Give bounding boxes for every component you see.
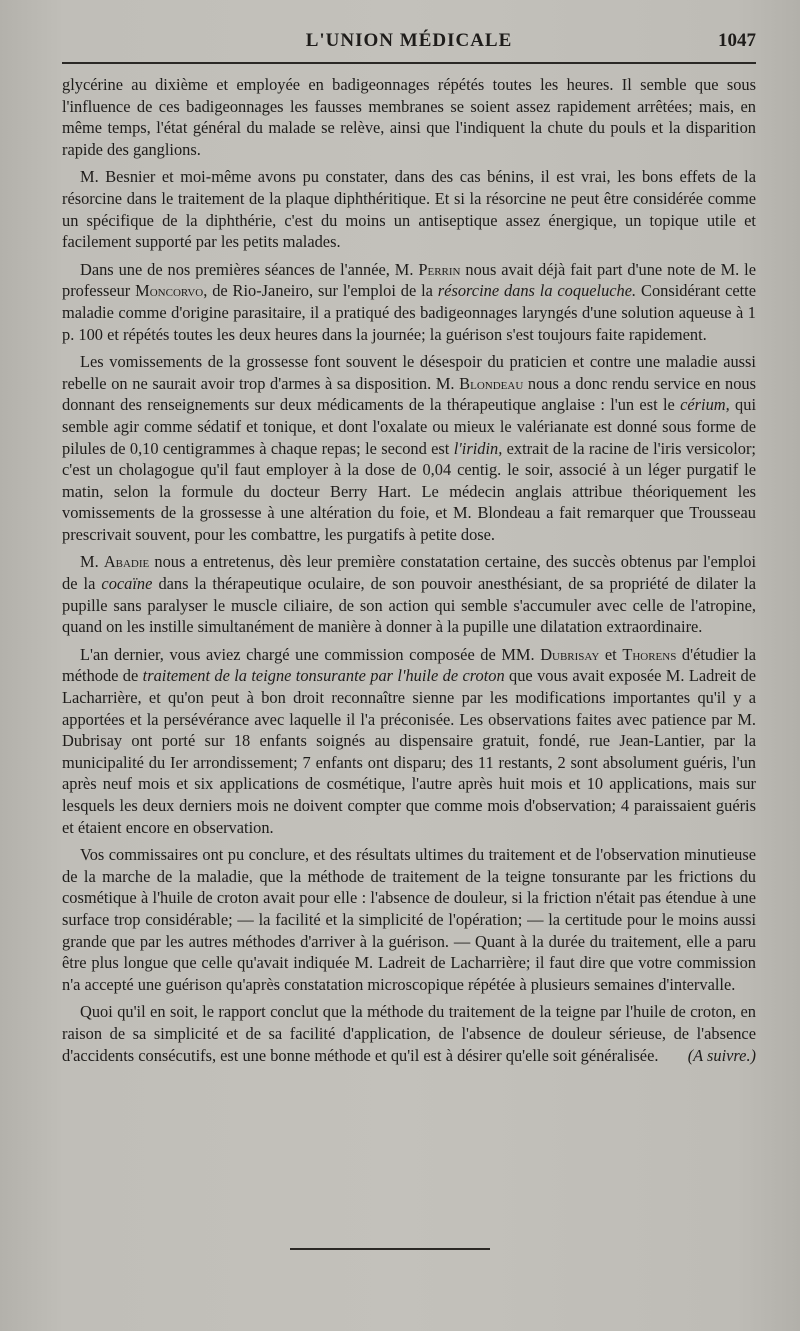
paragraph-text: Vos commissaires ont pu conclure, et des résultats ultimes du traitement et de l'observation minutieuse de la marche de la maladie, que la méthode de traitement de la teigne tonsurante par les frictions du cosmétique à l'huile de croton avait pour elle : l'absence de douleur, si la friction n'était pas étendue à une surface trop considérable; — la facilité et la simplicité de l'opération; — la certitude pour le moins aussi grande que par les autres méthodes d'arriver à la guérison. — Quant à la durée du traitement, elle a paru être plus longue que celle qu'avait indiquée M. Ladreit de Lacharrière; il faut dire que votre commission n'a accepté une guérison qu'après constatation microscopique répétée à plusieurs semaines d'intervalle.	[62, 845, 756, 994]
paragraph	[62, 644, 756, 838]
paragraph	[62, 74, 756, 160]
paragraph	[62, 1001, 756, 1066]
author-name: Thorens	[622, 644, 677, 664]
paragraph-text: Quoi qu'il en soit, le rapport conclut que la méthode du traitement de la teigne par l'huile de croton, en raison de sa simplicité et de sa facilité d'application, de l'absence de douleur sérieuse, de l'absence d'accidents consécutifs, est une bonne méthode et qu'il est à désirer qu'elle soit généralisée.	[62, 1002, 756, 1065]
end-rule	[290, 1248, 490, 1250]
italic-phrase: traitement de la teigne tonsurante par l'huile de croton	[142, 666, 505, 686]
paragraph	[62, 166, 756, 252]
author-name: Perrin	[418, 259, 461, 279]
text-run: Dans une de nos premières séances de l'année, M.	[80, 259, 419, 279]
author-name: Dubrisay	[540, 644, 600, 664]
text-run: nous a entretenus, dès leur première constatation certaine, des succès obtenus par l'emploi de la	[62, 552, 756, 594]
italic-phrase: cérium,	[680, 395, 730, 415]
paragraph	[62, 551, 756, 637]
text-run: Les vomissements de la grossesse font souvent le désespoir du praticien et contre une maladie aussi rebelle on ne saurait avoir trop d'armes à sa disposition. M.	[62, 352, 756, 393]
text-run: nous avait déjà fait part d'une note de M. le professeur	[62, 259, 756, 301]
text-run: dans la thérapeutique oculaire, de son pouvoir anesthésiant, de sa propriété de dilater la pupille sans paralyser le muscle ciliaire, de son action qui semble s'accumuler avec celle de l'atropine, quand on les instille simultanément de manière à donner à la pupille une dilatation extraordinaire.	[62, 574, 756, 637]
italic-phrase: résorcine dans la coqueluche.	[437, 281, 637, 301]
text-run: nous a donc rendu service en nous donnant des renseignements sur deux médicaments de la thérapeutique anglaise : l'un est le	[62, 373, 756, 415]
running-header	[62, 30, 756, 60]
author-name: Blondeau	[459, 373, 524, 393]
author-name: Abadie	[103, 552, 150, 572]
journal-title: L'UNION MÉDICALE	[305, 30, 513, 51]
author-name: Moncorvo	[135, 281, 204, 301]
text-run: M.	[80, 552, 104, 572]
italic-phrase: l'iridin,	[453, 438, 503, 458]
text-run: et	[599, 644, 623, 664]
text-run: d'étudier la méthode de	[62, 644, 756, 686]
text-run: Considérant cette maladie comme d'origine parasitaire, il a pratiqué des badigeonnages laryngés d'une solution aqueuse à 1 p. 100 et répétés toutes les deux heures dans la journée; la guérison s'est toujours faite rapidement.	[62, 281, 757, 344]
text-run: qui semble agir comme sédatif et tonique, et dont l'oxalate ou mieux le valérianate est donné sous forme de pilules de 0,10 centigrammes à chaque repas; le second est	[62, 395, 756, 458]
paragraph-text: M. Besnier et moi-même avons pu constater, dans des cas bénins, il est vrai, les bons effets de la résorcine dans le traitement de la plaque diphthéritique. Et si la résorcine ne peut être considérée comme un spécifique de la diphthérie, c'est du moins un antiseptique assez énergique, un topique utile et facilement supporté par les petits malades.	[62, 167, 756, 252]
paragraph	[62, 844, 756, 995]
paragraph-text: glycérine au dixième et employée en badigeonnages répétés toutes les heures. Il semble que sous l'influence de ces badigeonnages les fausses membranes se soient assez rapidement arrêtées; mais, en même temps, l'état général du malade se relève, ainsi que l'indiquent la chute du pouls et la disparition rapide des ganglions.	[62, 75, 756, 159]
text-run: que vous avait exposée M. Ladreit de Lacharrière, et qu'on peut à bon droit reconnaître sienne par les modifications importantes qu'il y a apportées et la persévérance avec laquelle il l'a préconisée. Les observations faites avec patience par M. Dubrisay ont porté sur 18 enfants soignés au dispensaire gratuit, fondé, rue Jean-Lantier, par la municipalité du Ier arrondissement; 7 enfants ont disparu; des 11 restants, 2 sont absolument guéris, l'un après neuf mois et six applications de cosmétique, l'autre après huit mois et 10 applications, mais sur lesquels les deux derniers mois ne doivent compter que comme mois d'observation; 4 paraissaient guéris et étaient encore en observation.	[62, 666, 757, 837]
text-run: L'an dernier, vous aviez chargé une commission composée de MM.	[80, 644, 541, 664]
text-run: extrait de la racine de l'iris versicolor; c'est un cholagogue qu'il faut employer à la dose de 0,04 centig. le soir, associé à un léger purgatif le matin, selon la formule du docteur Berry Hart. Le médecin anglais attribue théoriquement les vomissements de la grossesse à une altération du foie, et M. Blondeau a fait remarquer que Trousseau prescrivait souvent, pour les combattre, les purgatifs à petite dose.	[62, 438, 756, 544]
paragraph	[62, 259, 756, 345]
article-body	[62, 74, 756, 1072]
continuation-note: (A suivre.)	[687, 1045, 756, 1065]
paragraph	[62, 351, 756, 545]
italic-phrase: cocaïne	[101, 574, 153, 594]
header-rule	[62, 62, 756, 64]
text-run: , de Rio-Janeiro, sur l'emploi de la	[203, 281, 438, 301]
page-number: 1047	[718, 30, 756, 51]
